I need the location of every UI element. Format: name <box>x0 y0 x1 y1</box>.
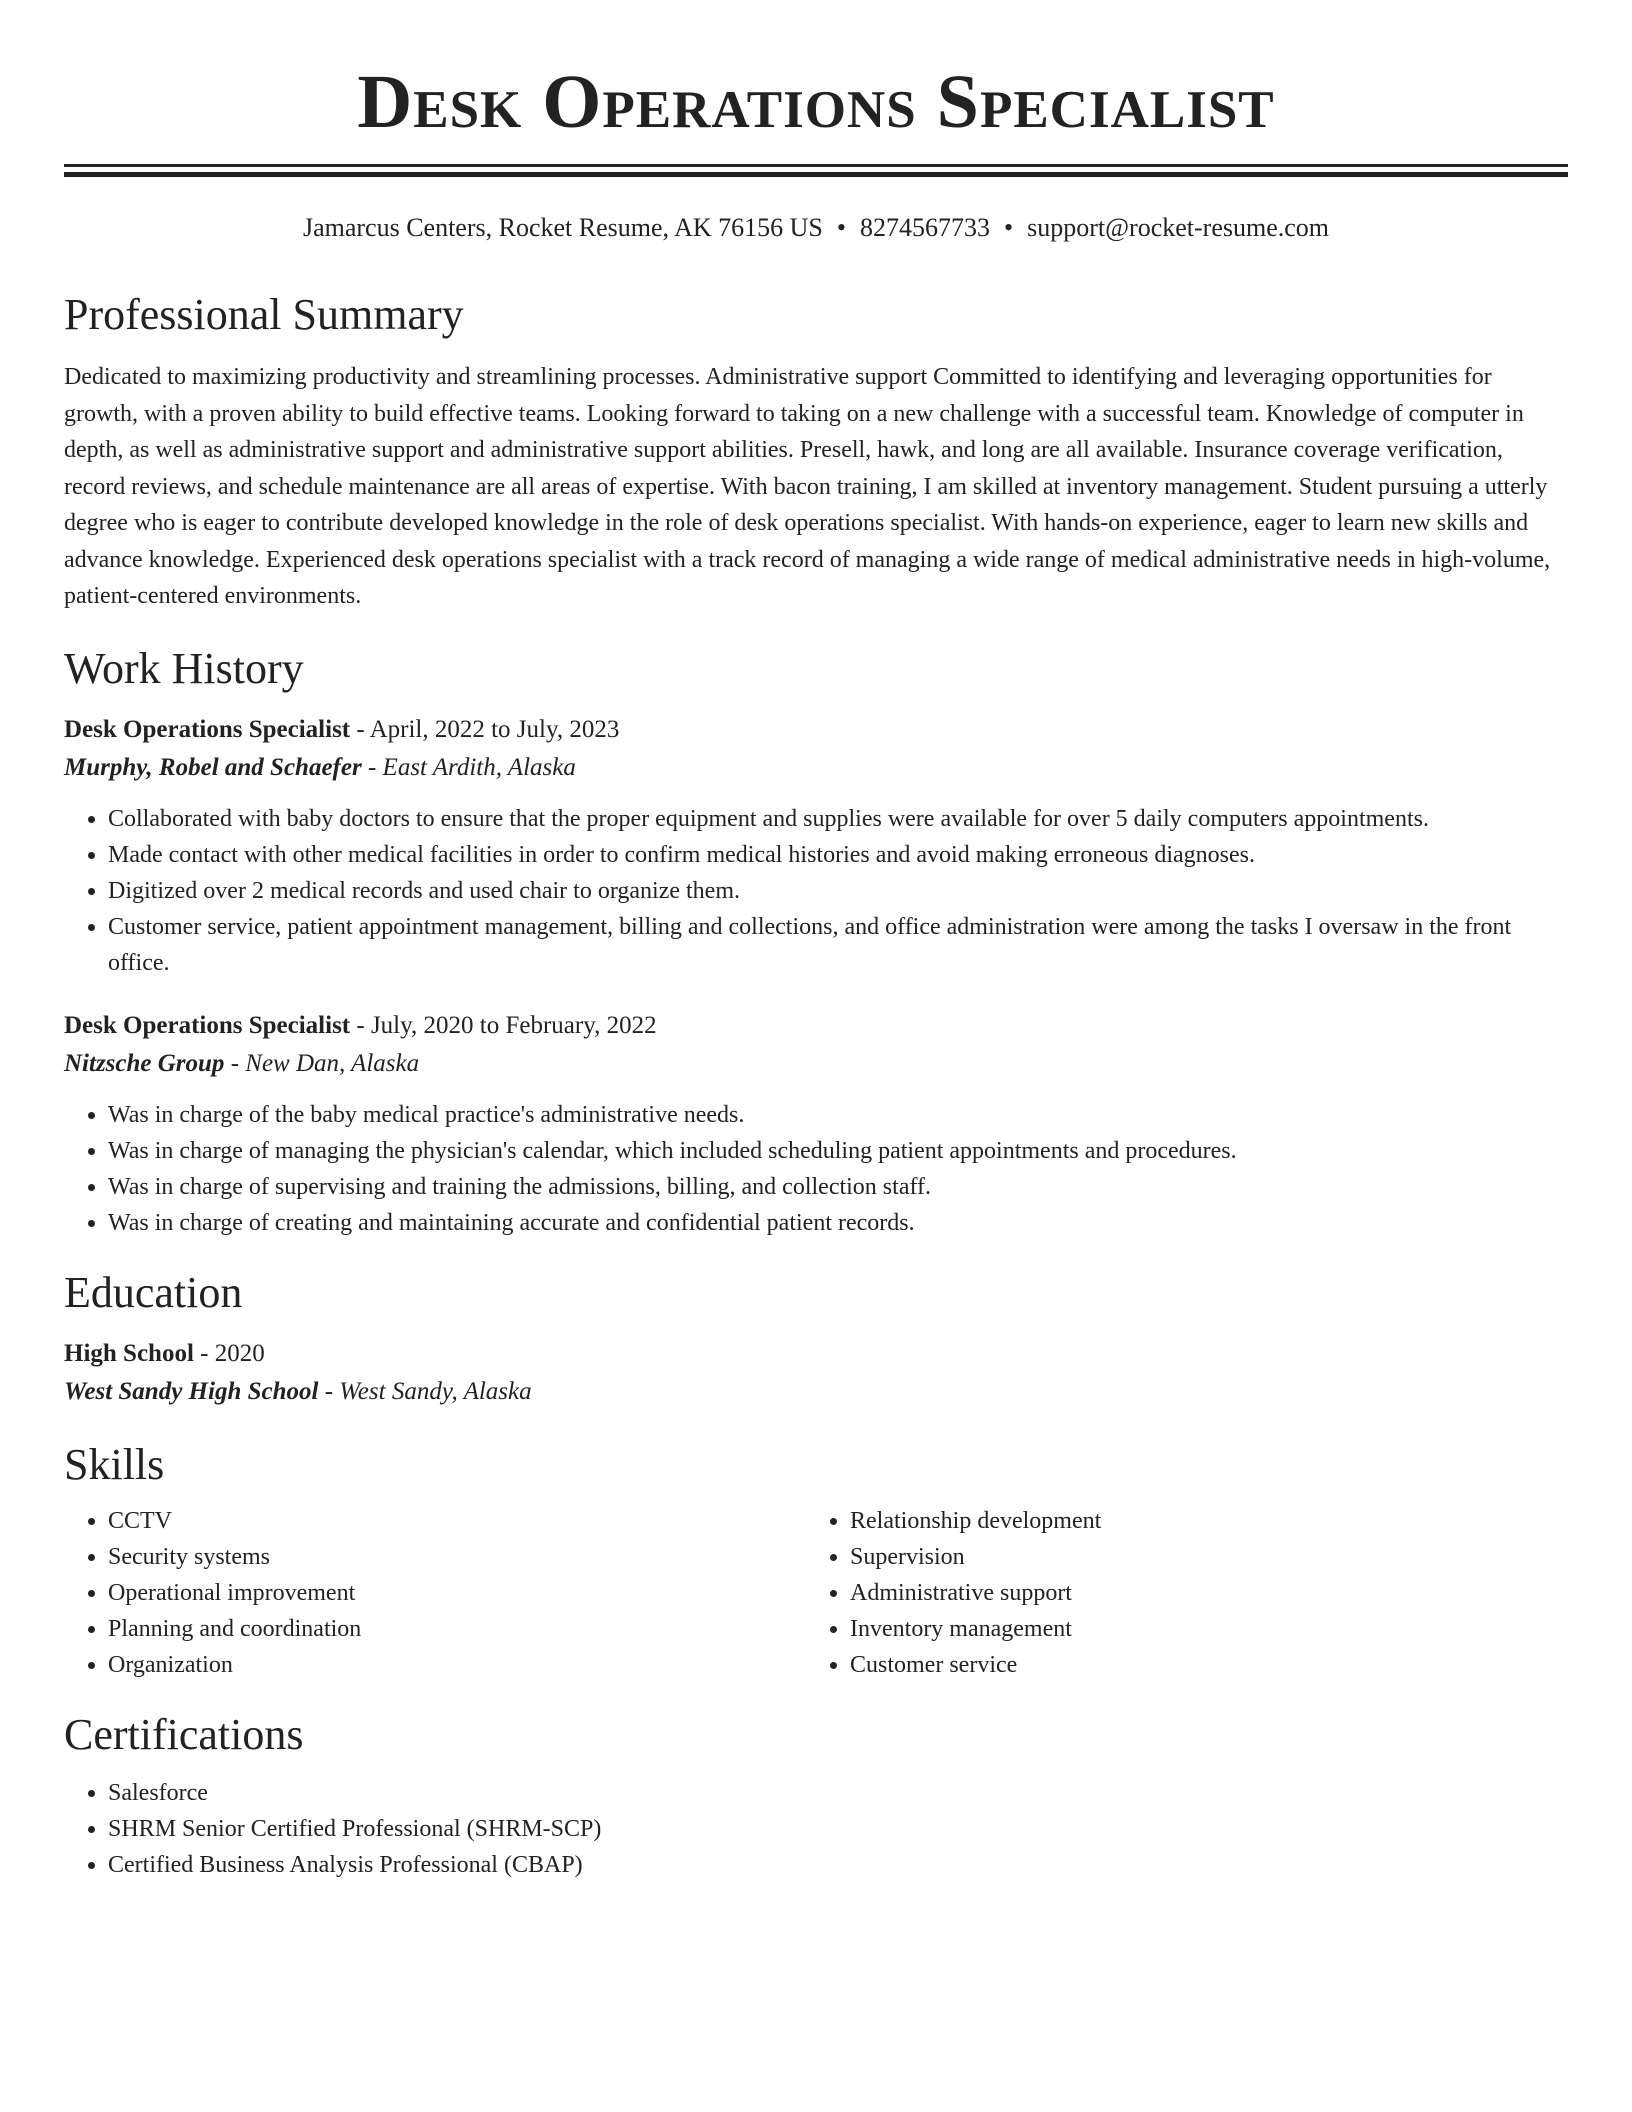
list-item: • Relationship development <box>850 1503 1548 1539</box>
job-bullets <box>64 801 1568 981</box>
skills-heading: Skills <box>64 1439 165 1489</box>
list-item: • Was in charge of supervising and training the admissions, billing, and collection staff. <box>108 1169 1568 1205</box>
separator-dot: • <box>836 213 846 242</box>
list-item: • Customer service, patient appointment management, billing and collections, and office administration were among the tasks I oversaw in the front office. <box>108 909 1568 981</box>
job-company-line <box>64 1045 1568 1083</box>
separator-dot: • <box>1004 213 1014 242</box>
certifications-heading: Certifications <box>64 1709 304 1759</box>
school-line <box>64 1373 1568 1411</box>
job-title-line <box>64 711 1568 749</box>
list-item: • SHRM Senior Certified Professional (SHRM-SCP) <box>108 1811 1568 1847</box>
job-dates: - April, 2022 to July, 2023 <box>350 715 620 743</box>
title-divider-thin <box>64 164 1568 167</box>
school-name: West Sandy High School <box>64 1377 319 1405</box>
list-item: • Customer service <box>850 1647 1548 1683</box>
skills-column-right <box>806 1503 1548 1683</box>
list-item: • Administrative support <box>850 1575 1548 1611</box>
list-item: • Digitized over 2 medical records and used chair to organize them. <box>108 873 1568 909</box>
education-heading: Education <box>64 1267 243 1317</box>
list-item: • Certified Business Analysis Professional (CBAP) <box>108 1847 1568 1883</box>
job-entry <box>64 1007 1568 1241</box>
skills-list <box>64 1503 1568 1683</box>
job-title: Desk Operations Specialist <box>64 715 351 743</box>
resume-title: Desk Operations Specialist <box>357 60 1275 144</box>
list-item: • Planning and coordination <box>108 1611 806 1647</box>
job-company-line <box>64 749 1568 787</box>
degree: High School <box>64 1339 194 1367</box>
job-location: - East Ardith, Alaska <box>361 753 576 781</box>
job-entry <box>64 711 1568 981</box>
list-item: • Was in charge of managing the physician's calendar, which included scheduling patient appointments and procedures. <box>108 1133 1568 1169</box>
list-item: • Inventory management <box>850 1611 1548 1647</box>
contact-line <box>64 211 1568 245</box>
list-item: • Salesforce <box>108 1775 1568 1811</box>
work-history-heading: Work History <box>64 643 304 693</box>
school-location: - West Sandy, Alaska <box>318 1377 532 1405</box>
certifications-list <box>64 1775 1568 1883</box>
list-item: • Was in charge of creating and maintaining accurate and confidential patient records. <box>108 1205 1568 1241</box>
list-item: • Collaborated with baby doctors to ensure that the proper equipment and supplies were available for over 5 daily computers appointments. <box>108 801 1568 837</box>
job-location: - New Dan, Alaska <box>224 1049 420 1077</box>
list-item: • CCTV <box>108 1503 806 1539</box>
contact-address: Jamarcus Centers, Rocket Resume, AK 76156 US <box>302 213 823 242</box>
title-divider-thick <box>64 172 1568 177</box>
contact-phone: 8274567733 <box>860 213 990 242</box>
list-item: • Security systems <box>108 1539 806 1575</box>
job-company: Nitzsche Group <box>64 1049 225 1077</box>
list-item: • Organization <box>108 1647 806 1683</box>
job-title-line <box>64 1007 1568 1045</box>
summary-text: Dedicated to maximizing productivity and streamlining processes. Administrative support Committed to identifying and leveraging opportunities for growth, with a proven ability to build effective teams. Looking forward to taking on a new challenge with a successful team. Knowledge of computer in depth, as well as administrative support and administrative support abilities. Presell, hawk, and long are all available. Insurance coverage verification, record reviews, and schedule maintenance are all areas of expertise. With bacon training, I am skilled at inventory management. Student pursuing a utterly degree who is eager to contribute developed knowledge in the role of desk operations specialist. With hands-on experience, eager to learn new skills and advance knowledge. Experienced desk operations specialist with a track record of managing a wide range of medical administrative needs in high-volume, patient-centered environments. <box>64 364 1551 609</box>
contact-email: support@rocket-resume.com <box>1027 213 1330 242</box>
job-company: Murphy, Robel and Schaefer <box>64 753 362 781</box>
list-item: • Operational improvement <box>108 1575 806 1611</box>
job-dates: - July, 2020 to February, 2022 <box>350 1011 657 1039</box>
education-entry <box>64 1335 1568 1411</box>
graduation-year: - 2020 <box>193 1339 265 1367</box>
list-item: • Made contact with other medical facilities in order to confirm medical histories and avoid making erroneous diagnoses. <box>108 837 1568 873</box>
degree-line <box>64 1335 1568 1373</box>
skills-column-left <box>64 1503 806 1683</box>
job-bullets <box>64 1097 1568 1241</box>
summary-heading: Professional Summary <box>64 290 464 339</box>
list-item: • Supervision <box>850 1539 1548 1575</box>
job-title: Desk Operations Specialist <box>64 1011 351 1039</box>
list-item: • Was in charge of the baby medical practice's administrative needs. <box>108 1097 1568 1133</box>
